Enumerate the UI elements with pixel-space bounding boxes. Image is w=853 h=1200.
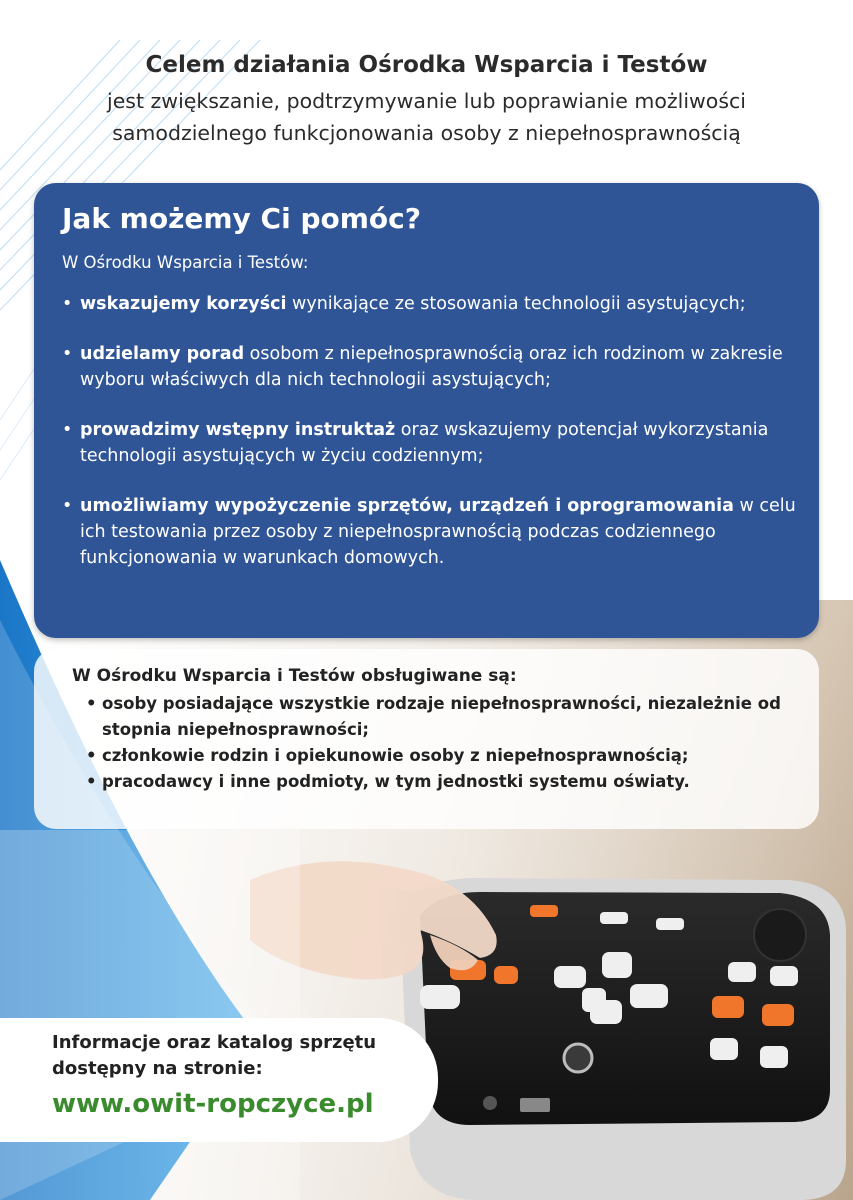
served-item [86, 691, 799, 743]
website-link[interactable]: www.owit-ropczyce.pl [52, 1089, 374, 1119]
served-list [72, 691, 799, 795]
help-item-text: w celu ich testowania przez osoby z niepełnosprawnością podczas codziennego funkcjonowania w warunkach domowych. [80, 496, 796, 568]
help-intro: W Ośrodku Wsparcia i Testów: [62, 253, 309, 272]
help-section [34, 183, 819, 638]
served-item-text: osoby posiadające wszystkie rodzaje niepełnosprawności, niezależnie od stopnia niepełnosprawności; [102, 694, 781, 739]
bullet-icon: • [86, 746, 97, 765]
info-section [0, 1018, 438, 1142]
help-item [62, 291, 799, 317]
help-item [62, 417, 799, 469]
bullet-icon: • [62, 496, 73, 516]
bullet-icon: • [86, 772, 97, 791]
help-heading: Jak możemy Ci pomóc? [62, 202, 421, 235]
served-section [34, 649, 819, 829]
served-item [86, 769, 799, 795]
help-item-bold: umożliwiamy wypożyczenie sprzętów, urządzeń i oprogramowania [80, 496, 734, 516]
help-list [62, 291, 799, 571]
served-item-text: członkowie rodzin i opiekunowie osoby z niepełnosprawnością; [102, 746, 689, 765]
help-item-text: osobom z niepełnosprawnością oraz ich rodzinom w zakresie wyboru właściwych dla nich technologii asystujących; [80, 344, 783, 390]
help-item-bold: udzielamy porad [80, 344, 245, 364]
help-item-text: oraz wskazujemy potencjał wykorzystania technologii asystujących w życiu codziennym; [80, 420, 769, 466]
page-title: Celem działania Ośrodka Wsparcia i Testów [145, 52, 708, 78]
bullet-icon: • [86, 694, 97, 713]
info-line-2: dostępny na stronie: [52, 1058, 263, 1079]
served-item-text: pracodawcy i inne podmioty, w tym jednostki systemu oświaty. [102, 772, 690, 791]
help-item-text: wynikające ze stosowania technologii asystujących; [286, 294, 746, 314]
help-item-bold: prowadzimy wstępny instruktaż [80, 420, 396, 440]
page-subtitle: jest zwiększanie, podtrzymywanie lub poprawianie możliwości samodzielnego funkcjonowania osoby z niepełnosprawnością [107, 89, 746, 145]
info-line-1: Informacje oraz katalog sprzętu [52, 1032, 377, 1053]
served-item [86, 743, 799, 769]
bullet-icon: • [62, 294, 73, 314]
bullet-icon: • [62, 344, 73, 364]
bullet-icon: • [62, 420, 73, 440]
served-heading: W Ośrodku Wsparcia i Testów obsługiwane są: [72, 666, 517, 686]
help-item [62, 493, 799, 571]
help-item-bold: wskazujemy korzyści [80, 294, 287, 314]
help-item [62, 341, 799, 393]
header [0, 50, 853, 149]
